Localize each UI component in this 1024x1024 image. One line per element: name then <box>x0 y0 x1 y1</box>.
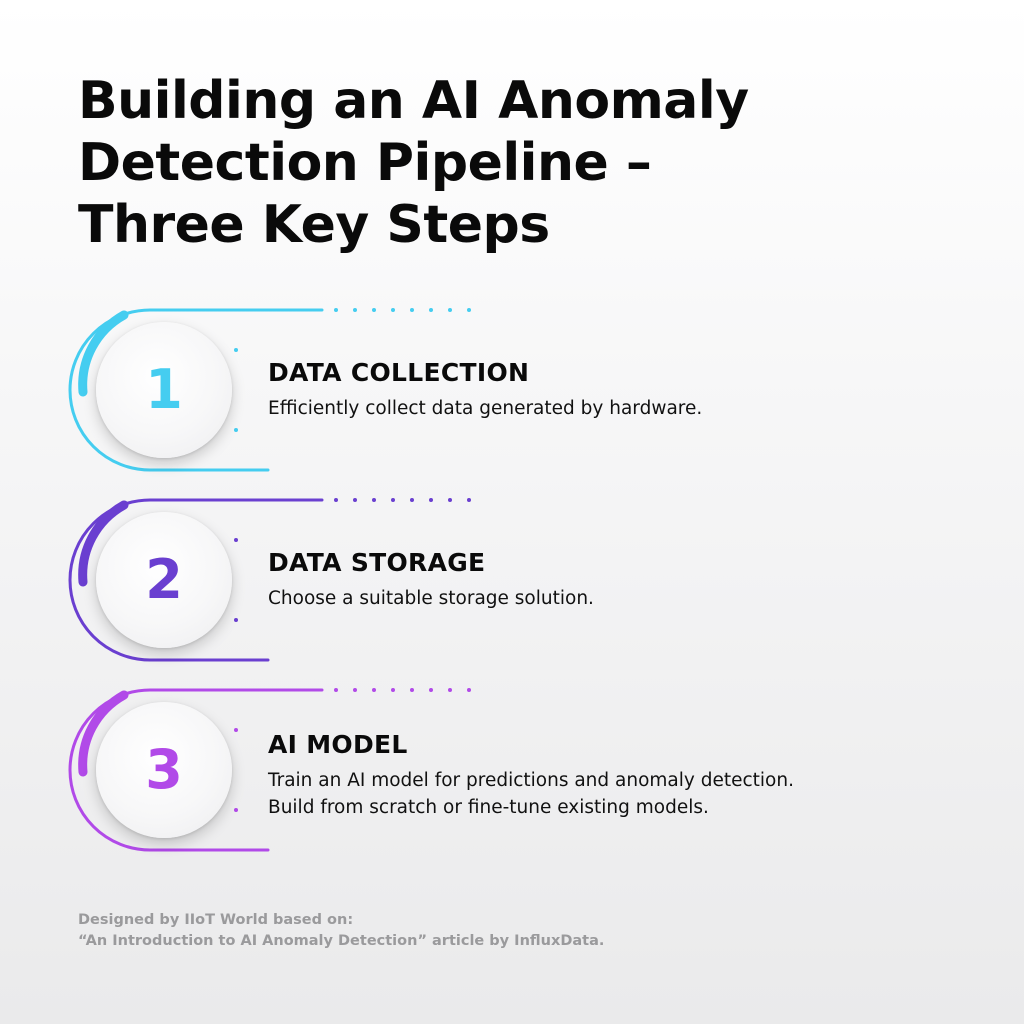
step-2 <box>0 490 1024 680</box>
dotted-connector-dot <box>467 498 471 502</box>
dotted-connector-dot <box>429 688 433 692</box>
dotted-connector-dot <box>391 498 395 502</box>
dotted-connector-dot <box>391 688 395 692</box>
title-line-1: Building an AI Anomaly <box>78 71 749 131</box>
credits-line-2: “An Introduction to AI Anomaly Detection” article by InfluxData. <box>78 933 605 949</box>
step-2-description <box>268 585 988 612</box>
step-1 <box>0 300 1024 490</box>
dotted-connector-dot <box>429 498 433 502</box>
connector-dot <box>234 428 238 432</box>
step-1-badge <box>96 322 232 458</box>
step-2-number: 2 <box>145 548 183 611</box>
step-1-description <box>268 395 988 422</box>
dotted-connector-dot <box>391 308 395 312</box>
dotted-connector-dot <box>429 308 433 312</box>
step-2-content <box>268 548 988 612</box>
step-1-description-line: Efficiently collect data generated by hardware. <box>268 398 703 419</box>
step-2-title: DATA STORAGE <box>268 548 486 577</box>
step-3 <box>0 680 1024 870</box>
credits-footer <box>78 910 604 952</box>
dotted-connector-dot <box>353 688 357 692</box>
connector-dot <box>234 728 238 732</box>
dotted-connector-dot <box>372 498 376 502</box>
connector-dot <box>234 348 238 352</box>
connector-dot <box>234 618 238 622</box>
title-line-3: Three Key Steps <box>78 195 550 255</box>
step-3-description <box>268 767 988 821</box>
dotted-connector-dot <box>448 498 452 502</box>
step-3-badge <box>96 702 232 838</box>
credits-line-1: Designed by IIoT World based on: <box>78 912 354 928</box>
dotted-connector-dot <box>334 498 338 502</box>
step-3-number: 3 <box>145 738 183 801</box>
dotted-connector-dot <box>410 308 414 312</box>
dotted-connector-dot <box>448 688 452 692</box>
connector-dot <box>234 538 238 542</box>
step-3-title: AI MODEL <box>268 730 408 759</box>
connector-dot <box>234 808 238 812</box>
step-2-badge <box>96 512 232 648</box>
title-line-2: Detection Pipeline – <box>78 133 652 193</box>
step-1-number: 1 <box>145 358 183 421</box>
dotted-connector-dot <box>353 308 357 312</box>
step-3-content <box>268 730 988 821</box>
step-2-description-line: Choose a suitable storage solution. <box>268 588 594 609</box>
dotted-connector-dot <box>353 498 357 502</box>
step-1-content <box>268 358 988 422</box>
step-3-description-line-2: Build from scratch or fine-tune existing models. <box>268 797 709 818</box>
step-3-description-line-1: Train an AI model for predictions and anomaly detection. <box>268 770 794 791</box>
dotted-connector-dot <box>467 308 471 312</box>
dotted-connector-dot <box>448 308 452 312</box>
page-title <box>78 70 958 256</box>
dotted-connector-dot <box>334 688 338 692</box>
dotted-connector-dot <box>410 688 414 692</box>
dotted-connector-dot <box>372 308 376 312</box>
step-1-title: DATA COLLECTION <box>268 358 530 387</box>
dotted-connector-dot <box>467 688 471 692</box>
dotted-connector-dot <box>410 498 414 502</box>
dotted-connector-dot <box>372 688 376 692</box>
dotted-connector-dot <box>334 308 338 312</box>
